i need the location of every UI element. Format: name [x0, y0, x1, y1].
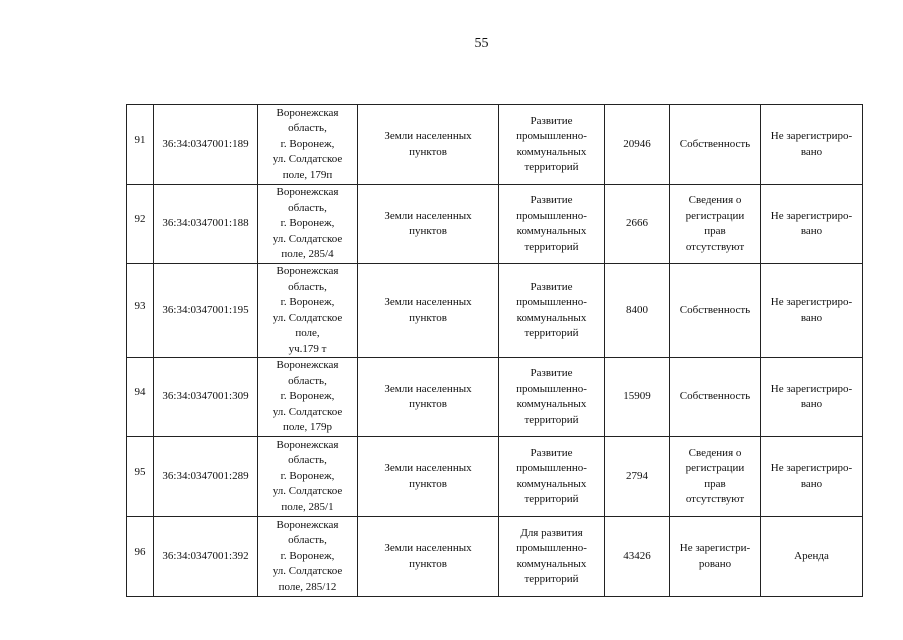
address-line: г. Воронеж,: [280, 390, 335, 403]
address-line: поле, 285/4: [281, 248, 334, 261]
land-category-cell: [358, 185, 499, 264]
row-number-cell: [127, 358, 154, 437]
address-line: поле, 285/1: [281, 500, 334, 513]
permitted-use-line: Развитие: [530, 280, 573, 293]
permitted-use-line: промышленно-: [516, 209, 587, 222]
permitted-use-line: коммунальных: [516, 398, 587, 410]
permitted-use-line: территорий: [524, 413, 579, 426]
area-text: 8400: [626, 303, 648, 316]
table-row: [127, 437, 863, 517]
address-line: Воронежская: [276, 265, 339, 277]
address-cell: [258, 358, 358, 437]
ownership-right-line: Сведения о: [688, 446, 742, 459]
permitted-use-line: коммунальных: [516, 557, 587, 570]
encumbrance-line: вано: [800, 398, 823, 410]
address-cell: [258, 517, 358, 597]
permitted-use-cell: [499, 358, 605, 437]
encumbrance-line: вано: [800, 225, 823, 237]
address-line: поле, 179п: [282, 168, 333, 181]
land-category-cell: [358, 437, 499, 517]
ownership-right-line: прав: [704, 477, 726, 490]
permitted-use-line: Развитие: [530, 194, 573, 206]
ownership-right-cell: [670, 185, 761, 264]
ownership-right-line: Собственность: [679, 390, 751, 403]
ownership-right-line: отсутствуют: [685, 493, 745, 505]
address-line: ул. Солдатское: [272, 311, 343, 324]
encumbrance-line: Не зарегистриро-: [770, 130, 853, 142]
ownership-right-cell: [670, 264, 761, 358]
permitted-use-line: территорий: [524, 327, 579, 339]
encumbrance-line: вано: [800, 311, 823, 324]
address-line: поле, 285/12: [278, 580, 337, 593]
permitted-use-line: коммунальных: [516, 225, 587, 237]
address-line: область,: [288, 454, 327, 467]
permitted-use-line: Развитие: [530, 446, 573, 459]
address-cell: [258, 264, 358, 358]
land-category-line: пунктов: [409, 225, 447, 237]
page-number: 55: [474, 36, 489, 51]
row-number-text: 96: [134, 545, 146, 558]
row-number-cell: [127, 517, 154, 597]
cadastral-number-text: 36:34:0347001:188: [162, 217, 249, 230]
ownership-right-line: ровано: [698, 557, 732, 570]
permitted-use-cell: [499, 264, 605, 358]
land-category-line: Земли населенных: [384, 296, 472, 308]
encumbrance-line: вано: [800, 477, 823, 490]
address-line: поле, 179р: [282, 421, 333, 434]
row-number-cell: [127, 185, 154, 264]
land-category-line: Земли населенных: [384, 462, 472, 474]
area-text: 2666: [626, 217, 648, 230]
cadastral-number-text: 36:34:0347001:392: [162, 549, 249, 562]
ownership-right-cell: [670, 358, 761, 437]
address-line: г. Воронеж,: [280, 549, 335, 562]
row-number-text: 94: [134, 386, 146, 399]
area-text: 43426: [623, 549, 651, 562]
table-row: [127, 517, 863, 597]
address-line: г. Воронеж,: [280, 469, 335, 482]
cadastral-number-cell: [154, 437, 258, 517]
address-line: область,: [288, 280, 327, 293]
address-line: область,: [288, 534, 327, 547]
row-number-text: 95: [134, 465, 146, 478]
land-category-line: Земли населенных: [384, 209, 472, 222]
encumbrance-line: Не зарегистриро-: [770, 382, 853, 395]
area-text: 15909: [623, 390, 651, 403]
address-line: г. Воронеж,: [280, 296, 335, 308]
cadastral-number-text: 36:34:0347001:289: [162, 469, 249, 482]
address-line: г. Воронеж,: [280, 137, 335, 150]
table-row: [127, 358, 863, 437]
address-line: ул. Солдатское: [272, 232, 343, 245]
ownership-right-cell: [670, 105, 761, 185]
permitted-use-line: коммунальных: [516, 477, 587, 490]
encumbrance-cell: [761, 264, 863, 358]
land-category-line: пунктов: [409, 311, 447, 324]
encumbrance-line: Не зарегистриро-: [770, 209, 853, 222]
ownership-right-cell: [670, 437, 761, 517]
table-row: [127, 264, 863, 358]
row-number-cell: [127, 105, 154, 185]
address-line: г. Воронеж,: [280, 217, 335, 230]
row-number-text: 92: [134, 213, 146, 226]
encumbrance-line: Аренда: [794, 549, 829, 562]
ownership-right-line: прав: [704, 225, 726, 237]
address-line: ул. Солдатское: [272, 153, 343, 166]
permitted-use-line: территорий: [524, 161, 579, 173]
permitted-use-line: коммунальных: [516, 145, 587, 158]
encumbrance-line: Не зарегистриро-: [770, 462, 853, 474]
permitted-use-line: промышленно-: [516, 462, 587, 474]
cadastral-number-text: 36:34:0347001:195: [162, 303, 249, 316]
permitted-use-line: коммунальных: [516, 311, 587, 324]
permitted-use-line: промышленно-: [516, 542, 587, 554]
row-number-text: 93: [134, 299, 146, 312]
permitted-use-line: промышленно-: [516, 382, 587, 395]
land-category-line: Земли населенных: [384, 382, 472, 395]
ownership-right-cell: [670, 517, 761, 597]
land-category-cell: [358, 358, 499, 437]
ownership-right-line: Сведения о: [688, 194, 742, 206]
address-line: ул. Солдатское: [272, 485, 343, 498]
address-cell: [258, 185, 358, 264]
permitted-use-line: Развитие: [530, 367, 573, 379]
permitted-use-line: территорий: [524, 493, 579, 505]
area-text: 20946: [623, 137, 651, 150]
permitted-use-line: Для развития: [520, 526, 583, 539]
ownership-right-line: Не зарегистри-: [679, 542, 751, 554]
ownership-right-line: отсутствуют: [685, 240, 745, 253]
permitted-use-line: промышленно-: [516, 130, 587, 142]
row-number-text: 91: [134, 133, 146, 146]
land-category-line: Земли населенных: [384, 542, 472, 554]
area-cell: [605, 185, 670, 264]
area-cell: [605, 437, 670, 517]
address-line: Воронежская: [276, 438, 339, 451]
ownership-right-line: регистрации: [685, 462, 745, 474]
ownership-right-line: Собственность: [679, 303, 751, 316]
area-cell: [605, 517, 670, 597]
land-category-line: пунктов: [409, 398, 447, 410]
encumbrance-line: вано: [800, 145, 823, 158]
area-text: 2794: [626, 469, 648, 482]
encumbrance-line: Не зарегистриро-: [770, 296, 853, 308]
address-line: область,: [288, 201, 327, 214]
land-plots-table: [126, 104, 863, 597]
land-category-cell: [358, 105, 499, 185]
cadastral-number-text: 36:34:0347001:189: [162, 137, 249, 150]
ownership-right-line: Собственность: [679, 137, 751, 150]
area-cell: [605, 105, 670, 185]
encumbrance-cell: [761, 517, 863, 597]
land-category-line: пунктов: [409, 557, 447, 570]
permitted-use-cell: [499, 105, 605, 185]
land-category-line: Земли населенных: [384, 130, 472, 142]
address-line: область,: [288, 374, 327, 387]
cadastral-number-cell: [154, 517, 258, 597]
permitted-use-cell: [499, 437, 605, 517]
permitted-use-cell: [499, 517, 605, 597]
encumbrance-cell: [761, 105, 863, 185]
address-line: уч.179 т: [288, 342, 327, 355]
address-cell: [258, 437, 358, 517]
encumbrance-cell: [761, 358, 863, 437]
address-line: Воронежская: [276, 106, 339, 119]
cadastral-number-text: 36:34:0347001:309: [162, 390, 249, 403]
land-category-line: пунктов: [409, 477, 447, 490]
permitted-use-line: Развитие: [530, 114, 573, 127]
address-line: область,: [288, 122, 327, 135]
permitted-use-cell: [499, 185, 605, 264]
cadastral-number-cell: [154, 105, 258, 185]
permitted-use-line: территорий: [524, 240, 579, 253]
permitted-use-line: промышленно-: [516, 296, 587, 308]
land-category-cell: [358, 264, 499, 358]
area-cell: [605, 358, 670, 437]
address-cell: [258, 105, 358, 185]
cadastral-number-cell: [154, 185, 258, 264]
address-line: Воронежская: [276, 186, 339, 199]
address-line: Воронежская: [276, 518, 339, 531]
table-row: [127, 185, 863, 264]
cadastral-number-cell: [154, 264, 258, 358]
address-line: поле,: [295, 327, 320, 339]
address-line: ул. Солдатское: [272, 565, 343, 578]
encumbrance-cell: [761, 185, 863, 264]
encumbrance-cell: [761, 437, 863, 517]
table-row: [127, 105, 863, 185]
permitted-use-line: территорий: [524, 573, 579, 585]
address-line: Воронежская: [276, 359, 339, 372]
area-cell: [605, 264, 670, 358]
cadastral-number-cell: [154, 358, 258, 437]
land-category-cell: [358, 517, 499, 597]
row-number-cell: [127, 264, 154, 358]
row-number-cell: [127, 437, 154, 517]
land-category-line: пунктов: [409, 145, 447, 158]
ownership-right-line: регистрации: [685, 209, 745, 222]
address-line: ул. Солдатское: [272, 405, 343, 418]
